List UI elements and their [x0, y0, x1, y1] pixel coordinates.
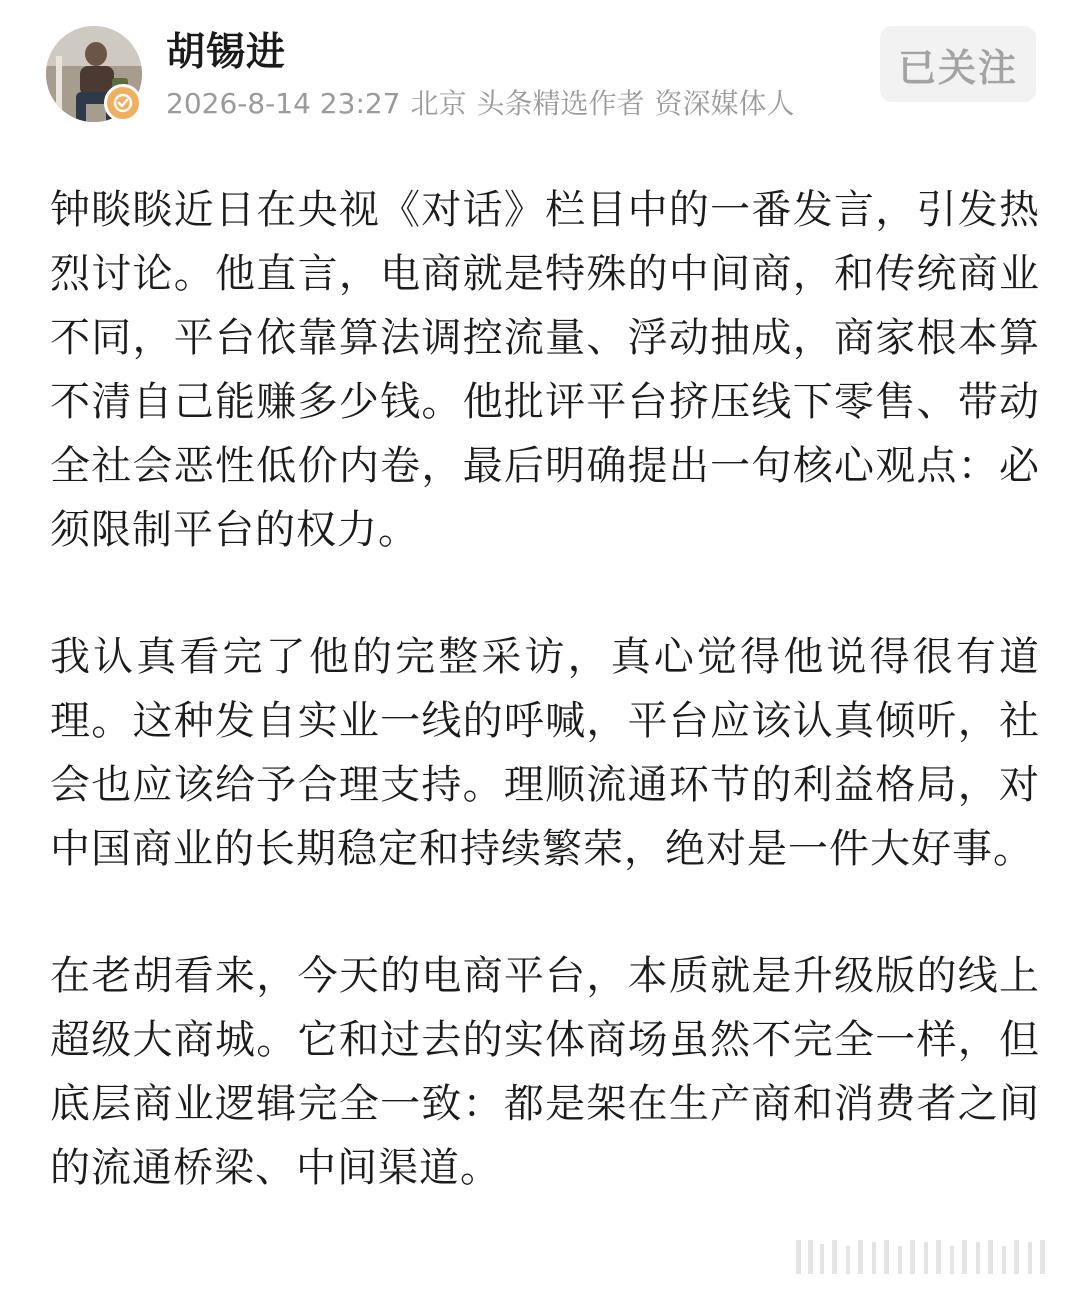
post-date: 2026-8-14 23:27 [166, 87, 401, 120]
author-tag: 头条精选作者 [476, 87, 645, 120]
watermark-icon [790, 1228, 1060, 1288]
author-tag: 资深媒体人 [654, 87, 795, 120]
verified-badge-icon [104, 84, 142, 122]
article-paragraph: 在老胡看来，今天的电商平台，本质就是升级版的线上超级大商城。它和过去的实体商场虽然不完全一样，但底层商业逻辑完全一致：都是架在生产商和消费者之间的流通桥梁、中间渠道。 [50, 953, 1040, 1191]
post-header [0, 0, 1080, 150]
article-body [50, 178, 1040, 1263]
author-name[interactable]: 胡锡进 [166, 30, 287, 75]
follow-button[interactable]: 已关注 [880, 26, 1036, 102]
post-location: 北京 [410, 87, 467, 120]
article-paragraph: 我认真看完了他的完整采访，真心觉得他说得很有道理。这种发自实业一线的呼喊，平台应该认真倾听，社会也应该给予合理支持。理顺流通环节的利益格局，对中国商业的长期稳定和持续繁荣，绝对是一件大好事。 [50, 634, 1040, 872]
post-meta [166, 84, 805, 124]
article-paragraph: 钟睒睒近日在央视《对话》栏目中的一番发言，引发热烈讨论。他直言，电商就是特殊的中间商，和传统商业不同，平台依靠算法调控流量、浮动抽成，商家根本算不清自己能赚多少钱。他批评平台挤压线下零售、带动全社会恶性低价内卷，最后明确提出一句核心观点：必须限制平台的权力。 [50, 187, 1040, 553]
